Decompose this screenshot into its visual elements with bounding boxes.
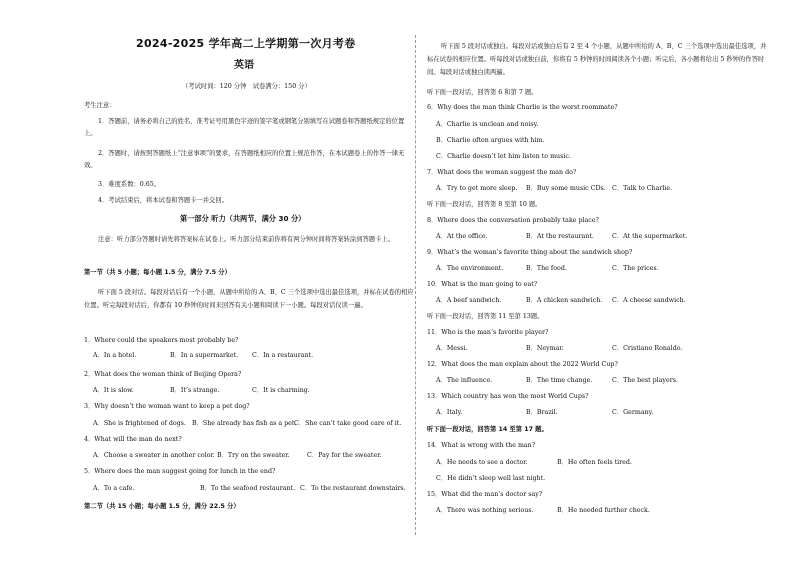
option-c: C．He didn’t sleep well last night. bbox=[436, 475, 546, 482]
option-c: C．Pay for the sweater. bbox=[307, 452, 382, 459]
option-c: C．Germany. bbox=[612, 409, 654, 416]
option-b: B．In a supermarket. bbox=[170, 352, 239, 359]
option-b: B．It’s strange. bbox=[170, 387, 220, 394]
option-b: B．Brazil. bbox=[526, 409, 558, 416]
option-c: C．Charlie doesn’t let him listen to music. bbox=[436, 153, 571, 160]
option-a: A．A beef sandwich. bbox=[436, 297, 502, 304]
option-a: A．Choose a sweater in another color. bbox=[93, 452, 215, 459]
option-a: A．To a cafe. bbox=[93, 485, 135, 492]
option-c: C．She can’t take good care of it. bbox=[294, 420, 402, 427]
question-text: 3．Why doesn’t the woman want to keep a pet dog? bbox=[84, 403, 250, 410]
option-b: B．He needed further check. bbox=[557, 507, 650, 514]
notice-item: 1．答题前，请务必将自己的姓名、准考证号用黑色字迹的签字笔或钢笔分别填写在试题卷和答题纸规定的位置上。 bbox=[84, 118, 405, 137]
question-text: 10．What is the man going to eat? bbox=[427, 281, 538, 288]
question-text: 7．What does the woman suggest the man do? bbox=[427, 169, 577, 176]
option-b: B．He often feels tired. bbox=[557, 459, 632, 466]
option-a: A．She is frightened of dogs. bbox=[93, 420, 186, 427]
dialog-instruction: 听下面一段对话，回答第 6 和第 7 题。 bbox=[427, 89, 538, 96]
part1-intro: 注意：听力部分答题时请先将答案标在试卷上。听力部分结束前你将有两分钟时间将答案转涂到答题卡上。 bbox=[98, 236, 394, 243]
dialog-instruction: 听下面一段对话，回答第 14 至第 17 题。 bbox=[427, 426, 548, 433]
option-a: A．Charlie is unclean and noisy. bbox=[436, 121, 539, 128]
option-c: C．The prices. bbox=[612, 265, 659, 272]
option-c: C．In a restaurant. bbox=[252, 352, 314, 359]
notice-heading: 考生注意： bbox=[84, 102, 116, 109]
exam-info: （考试时间：120 分钟 试卷满分：150 分） bbox=[182, 83, 311, 90]
notice-item: 4．考试结束后，将本试卷和答题卡一并交回。 bbox=[98, 197, 228, 204]
option-a: A．The influence. bbox=[436, 377, 493, 384]
option-c: C．Cristiano Ronaldo. bbox=[612, 345, 683, 352]
section2-heading: 第二节（共 15 小题；每小题 1.5 分，满分 22.5 分） bbox=[84, 503, 240, 510]
option-a: A．Try to get more sleep. bbox=[436, 185, 518, 192]
option-b: B．At the restaurant. bbox=[526, 233, 594, 240]
option-c: C．At the supermarket. bbox=[612, 233, 688, 240]
question-text: 9．What’s the woman’s favorite thing about the sandwich shop? bbox=[427, 249, 633, 256]
option-a: A．Messi. bbox=[436, 345, 468, 352]
page-fold-line bbox=[415, 35, 416, 535]
notice-item: 3．难度系数：0.65。 bbox=[98, 181, 161, 188]
dialog-instruction: 听下面一段对话，回答第 11 至第 13题。 bbox=[427, 313, 544, 320]
option-c: C．The best players. bbox=[612, 377, 678, 384]
option-c: C．Talk to Charlie. bbox=[612, 185, 673, 192]
option-c: C．A cheese sandwich. bbox=[612, 297, 686, 304]
question-text: 1．Where could the speakers most probably be? bbox=[84, 337, 239, 344]
option-b: B．Neymar. bbox=[526, 345, 564, 352]
question-text: 13．Which country has won the most World Cups? bbox=[427, 393, 589, 400]
subject-title: 英语 bbox=[234, 60, 254, 71]
option-b: B．Try on the sweater. bbox=[217, 452, 290, 459]
option-b: B．The food. bbox=[526, 265, 567, 272]
question-text: 14．What is wrong with the man? bbox=[427, 442, 536, 449]
question-text: 4．What will the man do next? bbox=[84, 436, 182, 443]
option-a: A．It is slow. bbox=[93, 387, 134, 394]
option-a: A．At the office. bbox=[436, 233, 488, 240]
option-b: B．The time change. bbox=[526, 377, 593, 384]
option-a: A．He needs to see a doctor. bbox=[436, 459, 528, 466]
notice-item: 2．答题时，请按照答题纸上“注意事项”的要求，在答题纸相应的位置上规范作答，在本试题卷上的作答一律无效。 bbox=[84, 150, 405, 169]
question-text: 15．What did the man’s doctor say? bbox=[427, 491, 543, 498]
question-text: 5．Where does the man suggest going for lunch in the end? bbox=[84, 468, 276, 475]
section1-heading: 第一节（共 5 小题；每小题 1.5 分，满分 7.5 分） bbox=[84, 269, 231, 276]
option-a: A．Italy. bbox=[436, 409, 463, 416]
option-c: C．It is charming. bbox=[252, 387, 310, 394]
dialog-instruction: 听下面一段对话，回答第 8 至第 10 题。 bbox=[427, 201, 542, 208]
question-text: 2．What does the woman think of Beijing Opera? bbox=[84, 371, 242, 378]
exam-title: 2024-2025 学年高二上学期第一次月考卷 bbox=[136, 37, 356, 50]
option-a: A．The environment. bbox=[436, 265, 504, 272]
option-a: A．There was nothing serious. bbox=[436, 507, 534, 514]
question-text: 12．What does the man explain about the 2022 World Cup? bbox=[427, 361, 618, 368]
option-c: C．To the restaurant downstairs. bbox=[300, 485, 406, 492]
part1-heading: 第一部分 听力（共两节，满分 30 分） bbox=[180, 214, 306, 223]
question-text: 11．Who is the man’s favorite player? bbox=[427, 329, 549, 336]
option-a: A．In a hotel. bbox=[93, 352, 137, 359]
option-b: B．She already has fish as a pet. bbox=[192, 420, 297, 427]
section2-intro: 听下面 5 段对话或独白。每段对话或独白后有 2 至 4 个小题，从题中所给的 A、B、C 三个选项中选出最佳选项，并标在试卷的相应位置。听每段对话或独白前，你将有 5 秒钟的时间阅读各个小题；听完后，各小题将给出 5 秒钟的作答时间。每段对话或独白读两遍。 bbox=[427, 43, 767, 76]
option-b: B．Buy some music CDs. bbox=[526, 185, 606, 192]
option-b: B．Charlie often argues with him. bbox=[436, 137, 545, 144]
section1-intro: 听下面 5 段对话。每段对话后有一个小题，从题中所给的 A、B、C 三个选项中选出最佳选项，并标在试卷的相应位置。听完每段对话后，你都有 10 秒钟的时间来回答有关小题和阅读下一小题。每段对话仅读一遍。 bbox=[84, 289, 414, 309]
question-text: 6．Why does the man think Charlie is the worst roommate? bbox=[427, 104, 618, 111]
question-text: 8．Where does the conversation probably take place? bbox=[427, 217, 599, 224]
option-b: B．To the seafood restaurant. bbox=[200, 485, 296, 492]
option-b: B．A chicken sandwich. bbox=[526, 297, 603, 304]
